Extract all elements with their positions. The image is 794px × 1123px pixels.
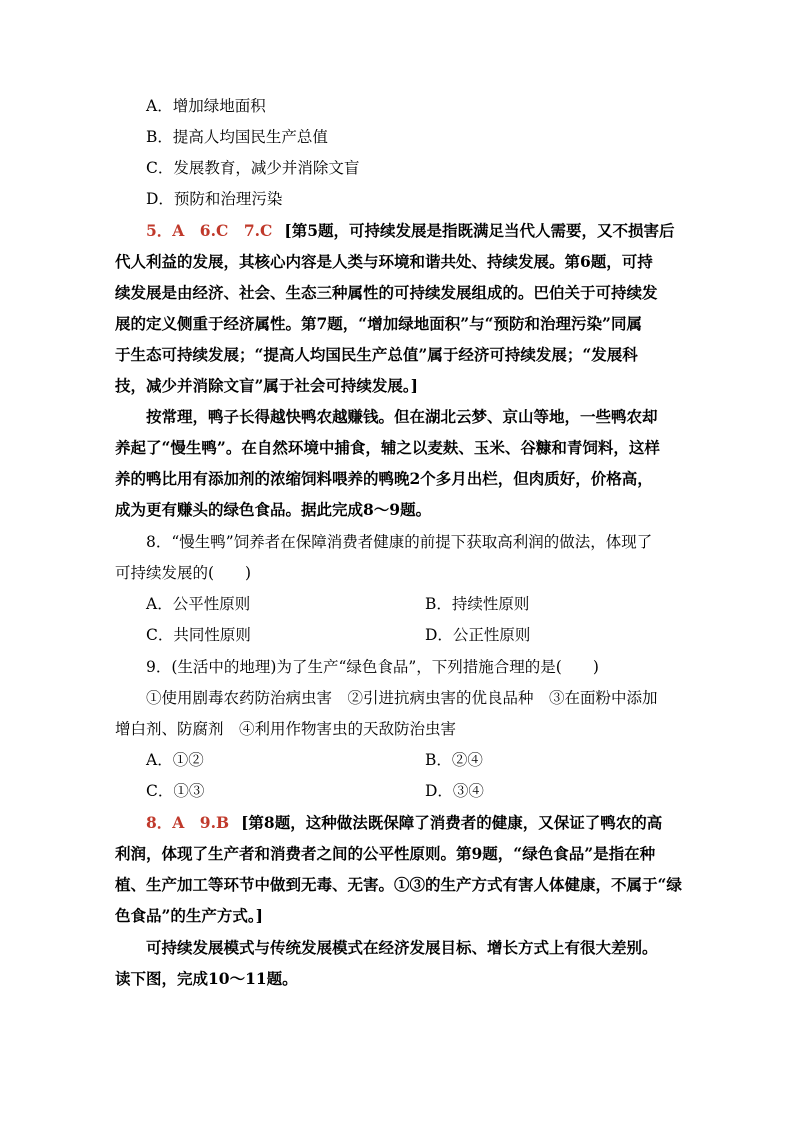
- answer-5-7-key: 5．A 6.C 7.C: [146, 221, 273, 240]
- q9-option-a: A．①②: [146, 751, 204, 769]
- passage-8-9-line-2: 养起了“慢生鸭”。在自然环境中捕食，辅之以麦麸、玉米、谷糠和青饲料，这样: [115, 438, 660, 457]
- answer-8-9-line-3: 植、生产加工等环节中做到无毒、无害。①③的生产方式有害人体健康，不属于“绿: [115, 875, 682, 894]
- passage-8-9-line-1: 按常理，鸭子长得越快鸭农越赚钱。但在湖北云梦、京山等地，一些鸭农却: [146, 407, 658, 426]
- q8-option-d: D．公正性原则: [425, 626, 531, 644]
- q9-option-c: C．①③: [146, 782, 205, 800]
- passage-8-9-line-3: 养的鸭比用有添加剂的浓缩饲料喂养的鸭晚2个多月出栏，但肉质好，价格高，: [115, 469, 653, 488]
- answer-5-7-line-6: 技，减少并消除文盲”属于社会可持续发展。]: [115, 376, 419, 395]
- answer-8-9-line-2: 利润，体现了生产者和消费者之间的公平性原则。第9题，“绿色食品”是指在种: [115, 844, 656, 863]
- q8-option-b: B．持续性原则: [425, 595, 530, 613]
- q8-option-c: C．共同性原则: [146, 626, 251, 644]
- q4-option-d: D．预防和治理污染: [146, 190, 283, 208]
- answer-5-7-line-3: 续发展是由经济、社会、生态三种属性的可持续发展组成的。巴伯关于可持续发: [115, 283, 658, 302]
- passage-10-11-line-1: 可持续发展模式与传统发展模式在经济发展目标、增长方式上有很大差别。: [146, 938, 658, 957]
- answer-8-9-line-1: [146, 813, 662, 833]
- q8-option-a: A．公平性原则: [146, 595, 251, 613]
- q8-stem-line-2: 可持续发展的( ): [115, 564, 252, 582]
- q9-option-d: D．③④: [425, 782, 484, 800]
- q9-option-b: B．②④: [425, 751, 483, 769]
- q4-option-b: B．提高人均国民生产总值: [146, 128, 328, 146]
- passage-8-9-line-4: 成为更有赚头的绿色食品。据此完成8～9题。: [115, 500, 432, 519]
- q4-option-c: C．发展教育，减少并消除文盲: [146, 159, 360, 177]
- answer-5-7-line-2: 代人利益的发展，其核心内容是人类与环境和谐共处、持续发展。第6题，可持: [115, 252, 653, 271]
- answer-8-9-key: 8．A 9.B: [146, 813, 230, 832]
- q9-items-line-1: ①使用剧毒农药防治病虫害 ②引进抗病虫害的优良品种 ③在面粉中添加: [146, 689, 658, 707]
- q8-stem-line-1: 8．“慢生鸭”饲养者在保障消费者健康的前提下获取高利润的做法，体现了: [146, 533, 653, 551]
- q4-option-a: A．增加绿地面积: [146, 97, 266, 115]
- passage-10-11-line-2: 读下图，完成10～11题。: [115, 969, 298, 988]
- answer-5-7-line-4: 展的定义侧重于经济属性。第7题，“增加绿地面积”与“预防和治理污染”同属: [115, 314, 642, 333]
- answer-8-9-explanation-start: [第8题，这种做法既保障了消费者的健康，又保证了鸭农的高: [241, 813, 663, 832]
- answer-8-9-line-4: 色食品”的生产方式。]: [115, 906, 263, 925]
- q9-items-line-2: 增白剂、防腐剂 ④利用作物害虫的天敌防治虫害: [115, 720, 457, 738]
- answer-5-7-explanation-start: [第5题，可持续发展是指既满足当代人需要，又不损害后: [284, 221, 675, 240]
- q9-stem: 9．(生活中的地理)为了生产“绿色食品”，下列措施合理的是( ): [146, 658, 599, 676]
- answer-5-7-line-5: 于生态可持续发展；“提高人均国民生产总值”属于经济可持续发展；“发展科: [115, 345, 638, 364]
- answer-5-7-line-1: [146, 221, 674, 241]
